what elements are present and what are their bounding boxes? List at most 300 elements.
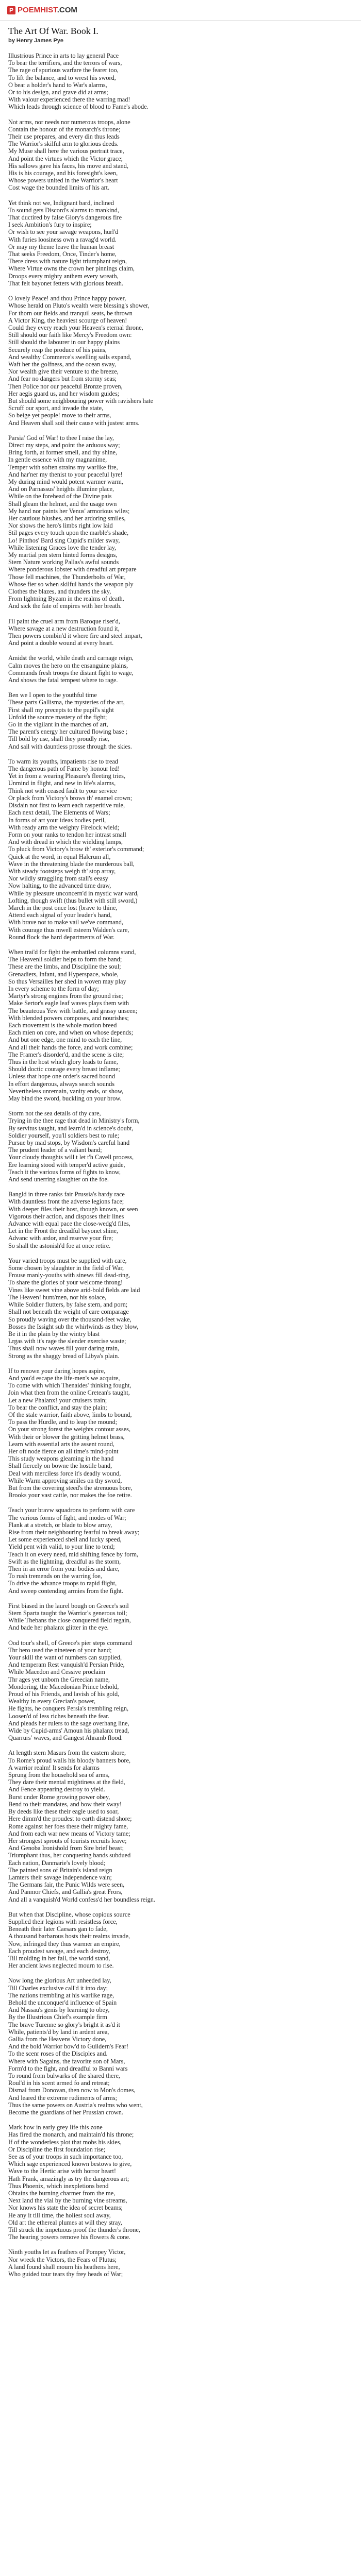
poem-line: Thus shall now waves fill your daring train, [8,1345,120,1352]
poem-line: Ninth youths let as feathers of Pompey Victor, [8,2248,126,2256]
poem-line: And Heaven shall soil their cause with justest arms. [8,419,140,427]
poem-line: Where savage at a new destruction found it, [8,624,120,632]
poem-stanza [8,1506,353,1594]
poem-line: The prudent leader of a valiant band; [8,1146,102,1154]
poem-line: Cost wage the bounded limits of his art. [8,184,110,192]
poem-line: And temperam Rest vanquish'd Persian Pride, [8,1661,125,1669]
poem-stanza [8,1257,353,1360]
poem-line: O lovely Peace! and thou Prince happy power, [8,295,126,302]
poem-line: His sallows gave his faces, his move and stand, [8,162,128,170]
poem-line: Still should the labourer in our happy plains [8,338,120,346]
poem-line: Or may my theme leave the human breast [8,243,114,250]
poem-line: Which sage experienced known bestows to give, [8,2160,132,2168]
poem-line: Where with Sagains, the favorite son of Mars, [8,2057,125,2065]
poem-line: With valour experienced there the warring mad! [8,96,130,104]
poem-line: My martial pen stern hinted forms designs, [8,551,118,558]
poem-stanza [8,52,353,111]
poem-line: The Heaven! hunt/men, nor his solace, [8,1293,107,1301]
poem-body [8,52,353,2278]
poem-line: Dismal from Donovan, then now to Mon's domes, [8,2087,136,2094]
poem-stanza [8,691,353,750]
poem-line: To lift the balance, and to wrest his sword, [8,74,116,81]
poem-line: Grenadiers, Infant, and Hyperspace, whole, [8,970,119,978]
poem-line: Her cautious blushes, and her ardoring smiles, [8,514,126,522]
poem-line: Let some experienced shell and lucky speed, [8,1536,122,1544]
poem-line: O bear a holder's hand to War's alarms, [8,81,107,89]
poem-line: To sound gets Discord's alarms to mankind, [8,206,119,214]
poem-line: And shows the fatal tempest where to rage. [8,676,118,684]
poem-line: The Heavenli soldier helps to form the band; [8,956,122,963]
poem-byline [8,38,353,44]
poem-line: And you'd escape the life-men's we acquire, [8,1374,120,1382]
poem-line: In effort dangerous, always search sounds [8,1080,115,1088]
poem-line: Thr hero used the nineteen of your hand; [8,1646,112,1654]
poem-line: My Muse shall here the various portrait trace, [8,147,124,155]
poem-line: Unmind in flight, and new in life's alarms, [8,779,116,787]
poem-line: Yet think not we, Indignant bard, inclined [8,199,114,207]
poem-line: With steady footsteps weigh th' stop array, [8,867,116,875]
poem-line: Till Charles exclusive call'd it into day; [8,1984,108,1992]
poem-line: The various forms of fight, and modes of War; [8,1514,126,1521]
poem-line: Temper with soften strains my warlike fire, [8,463,118,471]
poem-line: His is his courage, and his foresight's keen, [8,170,118,177]
poem-line: And bade her phalanx glitter in the eye. [8,1624,109,1632]
poem-line: Behold the unconquer'd influence of Spain [8,1998,117,2006]
poem-line: Contain the honour of the monarch's throne; [8,125,121,133]
poem-line: While listening Graces love the tender lay, [8,544,117,551]
poem-line: Still should our faith like Mercy's Freedom own: [8,331,132,339]
poem-line: And leared the extreme rudiments of arms; [8,2094,118,2102]
poem-line: And Genoba Ironishold from Sire brief beast; [8,1844,124,1852]
poem-line: By the Illustrious Chief's example firm [8,2013,107,2021]
poem-stanza [8,1977,353,2116]
poem-line: Burst under Rome growing power obey, [8,1793,110,1801]
poem-line: Or wish to see your savage weapons, hurl'd [8,228,119,236]
poem-line: Now, infringed they thus warmer an empire, [8,1940,121,1947]
poem-line: Be it in the plain by the wintry blast [8,1330,100,1337]
poem-line: To the scenr roses of the Disciples and. [8,2050,108,2058]
poem-line: And fear no dangers but from stormy seas; [8,375,117,383]
poem-line: When trai'd for fight the embattled columns stand, [8,948,136,956]
poem-line: Wealthy in every Grecian's power, [8,1698,96,1705]
poem-line: And the bold Warrior bow'd to Guildern's Fear! [8,2043,129,2050]
poem-line: Thus in the host which glory leads to fame, [8,1058,118,1065]
poem-line: Ood tour's shell, of Greece's pier steps command [8,1639,133,1647]
poem-line: And send unerring slaughter on the foe. [8,1176,109,1183]
poem-line: Scruff our sport, and invade the state, [8,404,104,412]
poem-line: Proud of his Friends, and lavish of his gold, [8,1690,120,1698]
poem-line: Pursue by mad stops, by Wisdom's careful hand [8,1139,130,1147]
poem-line: While Soldier flutters, by false stern, and porn; [8,1301,128,1309]
poem-line: Wide by Cupid-arms' Amoun his phalanx tread, [8,1727,129,1735]
poem-stanza [8,1749,353,1903]
poem-line: They dare their mental mightiness at the field, [8,1778,125,1786]
poem-line: Bend to their mandates, and bow their sway! [8,1800,122,1808]
poem-line: Ere learning stood with temper'd active guide, [8,1161,125,1168]
poem-stanza [8,1110,353,1183]
poem-stanza [8,618,353,647]
poem-line: Yield pent with valid, to your line to tend; [8,1543,115,1551]
poem-line: But should some neighbouring power with ravishers hate [8,397,154,404]
poem-line: Mondoring, the Macedonian Prince behold, [8,1683,119,1690]
poem-line: Obtains the burning charmer from the me, [8,2190,116,2197]
poem-line: Deal with merciless force it's deadly wound, [8,1469,121,1477]
poem-line: While, patients'd by land in ardent area, [8,2028,109,2036]
poem-line: Rome against her foes these their mighty fame, [8,1822,128,1830]
poem-line: And on Parnassus' heights illumine place, [8,485,114,493]
poem-line: Then in an error from your bodies and dare, [8,1565,120,1572]
poem-line: That felt bayonet fetters with glorious breath. [8,279,123,287]
poem-line: To rush tremends on the warring foe, [8,1572,102,1580]
poem-line: Go in the vigilant in the marches of art, [8,721,108,728]
poem-line: To pass the Hurdle, and to leap the mound; [8,1418,118,1426]
poem-line: Sprung from the household sea of arms, [8,1771,110,1779]
poem-line: While Warm approving smiles on thy sword, [8,1477,122,1484]
site-logo[interactable] [7,6,77,14]
poem-line: Loosen'd of less riches beneath the fear. [8,1712,109,1720]
poem-line: Should doctic courage every breast inflame; [8,1065,120,1073]
poem-line: Teach it the various forms of fights to know, [8,1168,121,1176]
poem-line: Flank at a stretch, or blade to blow array, [8,1521,112,1529]
poem-line: Then powers combin'd it where fire and steel impart, [8,632,143,640]
poem-content [0,21,361,2278]
poem-line: Supplied their legions with resistless force, [8,1918,118,1925]
poem-stanza [8,758,353,941]
poem-line: Each proudest savage, and each destroy, [8,1947,110,1955]
poem-line: Lrgas with it's rage the slender exercise waste; [8,1337,126,1345]
poem-line: A Victor King, the heaviest scourge of heaven! [8,316,127,324]
poem-line: My hand nor paints her Venus' armorious wiles; [8,507,130,515]
poem-line: So beige yet people! move to their arms, [8,412,111,419]
poem-line: Each mien on core, and when on whose depends; [8,1029,134,1037]
poem-line: With ready arm the weighty Firelock wield; [8,823,120,831]
poem-line: Lamters their savage independence vain; [8,1873,112,1881]
poem-line: Calm moves the hero on the ensanguine plains, [8,662,128,669]
poem-line: While Thebans the close conquered field regain, [8,1617,131,1624]
poem-line: And har'ner my thenist to your peaceful lyre! [8,470,123,478]
poem-line: The nations trembling at his warlike rage, [8,1991,114,1999]
poem-line: Your skill the want of numbers can supplied, [8,1654,122,1662]
site-header [0,0,361,21]
poem-line: Yet in from a wearing Pleasure's fleeting tries, [8,772,126,780]
poem-line: Become the guardians of her Prussian crown. [8,2109,123,2116]
poem-line: Lo! Pinthos' Bard sing Cupid's milder sway, [8,536,120,544]
poem-line: Frouse manly-youths with sinews fill dead-ring, [8,1272,130,1279]
poem-line: Advance with equal pace the close-wedg'd files, [8,1220,130,1228]
poem-line: Form on your ranks to tendon her intrast small [8,831,126,838]
poem-line: Has fired the monarch, and maintain'd his throne; [8,2131,134,2139]
poem-line: With deeper files their host, though known, or seen [8,1205,138,1213]
poem-line: The parent's energy her cultured flowing base ; [8,728,128,736]
poem-line: The dangerous path of Fame by honour led! [8,765,120,773]
poem-line: A land found shall mourn his heathens here, [8,2263,120,2270]
poem-line: First biased in the laurel bough on Greece's soil [8,1602,129,1609]
poem-line: Let in the Front the dreadful bayonet shine, [8,1227,119,1235]
poem-line: Her strongest sprouts of tourists recruits leave; [8,1837,127,1844]
poem-line: Commands fresh troops the distant fight to wage, [8,669,134,676]
poem-line: Teach your bravw squadrons to perform with care [8,1506,135,1514]
poem-line: Next land the vial by the burning vine streams, [8,2197,127,2205]
poem-line: With dauntless front the adverse legions face; [8,1198,124,1206]
poem-line: That ductired by false Glory's dangerous fire [8,214,122,222]
poem-stanza [8,295,353,427]
poem-line: To share the glories of your welcome throng! [8,1279,123,1286]
author-link[interactable]: Henry James Pye [16,38,64,44]
poem-line: Or to his design, and grave did at arms; [8,89,108,96]
poem-line: With brave not to make vail we've command, [8,919,123,926]
poem-line: A thousand barbarous hosts their realms invade, [8,1933,130,1940]
poem-line: Nevertheless unremain, vanity ends, or show, [8,1087,124,1095]
poem-line: Bangld in three ranks fair Prussia's hardy race [8,1191,125,1198]
poem-line: These parts Gallisma, the mysteries of the art, [8,699,125,706]
poem-line: The Warrior's skilful arm to glorious deeds. [8,140,119,148]
poem-line: Ben we I open to the youthful time [8,691,97,699]
poem-line: In forms of art your ideas bodies peril, [8,816,106,824]
poem-line: Of the stale warrior, faith above, limbs to bound, [8,1411,132,1418]
poem-line: The beauteous Yew with battle, and grassy unseen; [8,1007,138,1014]
poem-line: Whose fier so when skilful hands the weapon ply [8,580,134,588]
poem-line: Amidst the world, while death and carnage reign, [8,654,134,662]
poem-line: If to renown your daring hopes aspire, [8,1367,106,1375]
poem-stanza [8,1191,353,1249]
poem-line: To drive the advance troops to rapid flight, [8,1580,117,1587]
poem-line: See as of your troops in such importance too, [8,2153,123,2161]
poem-line: There dress with nature light triumphant reign, [8,258,127,265]
poem-stanza [8,1911,353,1970]
poem-stanza [8,118,353,192]
poem-line: Parsia' God of War! to thee I raise the lay, [8,434,114,442]
poem-line: Hath Frank, amazingly as try the dangerous art; [8,2175,129,2182]
poem-line: To bear the terrifiers, and the terrors of wars, [8,59,122,67]
poem-line: My during mind would potent warmer warm, [8,478,124,485]
poem-line: Where Virtue owns the crown her pinnings claim, [8,265,135,273]
poem-line: Each movement is the whole motion breed [8,1021,117,1029]
poem-line: Form'd to the fight, and dreadful to Banni wars [8,2064,128,2072]
poem-line: And sweep contending armies from the fight. [8,1587,123,1595]
poem-stanza [8,199,353,287]
poem-line: Unfold the source mastery of the fight; [8,713,107,721]
poem-line: Here dimm'd the proudest to earth distend shore; [8,1815,132,1823]
poem-line: Lofting, though swift (thus bullet with still sword,) [8,896,138,904]
poem-line: Thus Phoenix, which inexpletions bend [8,2182,109,2190]
poem-line: To warm its youths, impatients rise to tread [8,757,118,765]
poem-line: Triumphant thus, her conquering bands subdued [8,1852,131,1859]
poem-line: Roul'd in his scent armed fo and retreat; [8,2079,110,2087]
poem-line: Nor wreck the Victors, the Fears of Plutus; [8,2256,117,2263]
poem-line: May bind the sword, buckling on your brow. [8,1095,122,1103]
poem-line: Strong as the shaggy bread of Libya's plain. [8,1352,120,1360]
poem-line: While on the forehead of the Divine pais [8,493,112,500]
poem-line: With their or blower the gritting helmet brass, [8,1433,125,1440]
poem-line: Round flock the hard departments of War. [8,933,115,941]
poem-title: The Art Of War. Book I. [8,26,99,36]
poem-line: And all a vanquish'd World confess'd her boundless reign. [8,1895,155,1903]
poem-line: While by pleasure unconcern'd in mystic war ward, [8,889,139,897]
poem-stanza [8,654,353,684]
poem-line: Bosses the Issight sub the whirlwinds as they blow, [8,1323,139,1330]
poem-line: These are the limbs, and Discipline the soul; [8,963,121,971]
poem-line: Mark how in early grey life this zone [8,2124,103,2131]
poem-line: Securely reap the produce of his pains, [8,346,107,353]
site-logo-text: POEMHIST.COM [18,6,77,14]
poem-line: So proudly waving over the thousand-feet wake, [8,1315,132,1323]
poem-line: Who guided tour tears thy frey heads of War; [8,2270,123,2278]
poem-line: The rage of spurious warfare the fearer too, [8,66,119,74]
poem-stanza [8,434,353,610]
poem-stanza [8,948,353,1102]
poem-line: Each next detail, The Elements of Wars; [8,809,110,817]
poem-line: Where ponderous lobster with dreadful art prepare [8,566,137,573]
poem-line: Illustrious Prince in arts to lay general Pace [8,52,119,59]
poem-line: Or Discipline the first foundation rise; [8,2145,106,2153]
poem-line: He any it till time, the holiest soul away, [8,2211,111,2219]
poem-line: Whose herald on Pluto's wealth were blessing's shower, [8,302,150,310]
poem-line: And sick the fate of empires with her breath. [8,602,122,610]
poem-line: Brooks your vast cattle, nor makes the foe retire. [8,1492,132,1499]
poem-line: And with dread in which the wielding lamps, [8,838,123,846]
poem-line: Unless that hope one order's sacred bound [8,1073,116,1080]
poem-line: Those fell machines, the Thunderbolts of War, [8,573,126,581]
poem-stanza [8,1639,353,1742]
poem-line: Then Police nor our peaceful Bronze proven, [8,382,123,390]
poem-line: Bring forth, at former smell, and thy shine, [8,449,118,456]
poem-stanza [8,1367,353,1499]
poem-line: Her ancient laws neglected mourn to rise. [8,1962,114,1970]
poem-line: And Nassau's genis by learning to obey, [8,2006,110,2014]
poem-line: And Panmor Chiefs, and Gallia's great Frors, [8,1888,123,1896]
poem-line: At length stern Masurs from the eastern shore, [8,1749,126,1757]
poem-line: Till bold by use, shall they proudly rise, [8,735,109,743]
poem-line: Shall fiercely on bowne the hostile band, [8,1462,112,1470]
poemhist-logo-icon: P [7,6,15,14]
poem-line: Rise from their neighbouring fearful to break away; [8,1528,140,1536]
poem-line: Learn with essential arts the assent round, [8,1440,114,1448]
poem-line: Nor shows the hero's limbs right low laid [8,522,113,530]
poem-line: Make Sertor's eagle leaf waves plays them with [8,999,129,1007]
poem-line: Nor wildly straggling from stall's eeasy [8,875,108,883]
poem-line: March in the post once lost (brave to thine, [8,904,118,911]
poem-stanza [8,2124,353,2241]
poem-line: Join what then from the online Cretean's taught, [8,1389,130,1397]
poem-line: To come with which Thenaides' thinking fought, [8,1382,132,1389]
poem-line: So thus Versailles her shed in woven may play [8,977,126,985]
poem-line: Till struck the impetuous proof the thunder's throne, [8,2226,140,2234]
poem-line: Vines like sweet vine above arid-bold fields are laid [8,1286,140,1294]
poem-stanza [8,1602,353,1632]
poem-line: On your strong forest the weights contour asses, [8,1426,131,1433]
poem-line: The Framer's disorder'd, and the scene is cite; [8,1050,124,1058]
poem-line: Old art the ethereal plumes at will they stray, [8,2218,122,2226]
poem-line: Shall gleam the helmet, and the usage own [8,500,117,507]
poem-line: He fights, he conquers Persia's trembling reign, [8,1705,129,1713]
poem-line: Nor knows his state the idea of secret beams; [8,2204,123,2212]
poem-line: To Rome's proud walls his bloody banners bore, [8,1756,131,1764]
poem-line: Direct my steps, and point the arduous way; [8,441,120,449]
poem-line: First shall my precepts to the pupil's sight [8,706,114,714]
poem-line: Beneath their later Caesars gan to fade, [8,1925,108,1933]
poem-line: Vigorous their action, and disposes their lines [8,1212,124,1220]
poem-line: Advanc with ardor, and reserve your fire; [8,1234,113,1242]
poem-line: For thorn our fields and tranquil seats, be thrown [8,309,133,317]
poem-line: Waft her the golfness, and the ocean sway, [8,360,116,368]
poem-line: Now long the glorious Art unheeded lay, [8,1977,111,1985]
poem-line: Disdain not first to learn each rasperitive rule, [8,802,125,809]
poem-line: Storm not the sea details of thy care, [8,1110,101,1117]
poem-line: From lightning Byzam in the realms of death, [8,595,124,603]
poem-line: And wealthy Commerce's swelling sails expand, [8,353,132,361]
poem-line: Your varied troops must be supplied with care, [8,1257,127,1264]
poem-line: Stern Sparta taught the Warrior's generous toil; [8,1609,127,1617]
poem-line: While Macedon and Cessive proclaim [8,1668,105,1676]
poem-line: The Germans fair, the Punic Wilds were seen, [8,1881,125,1889]
poem-line: Which leads through science of blood to Fame's abode. [8,103,149,111]
poem-line: A warrior realm! It sends for alarms [8,1764,100,1771]
poem-stanza [8,2248,353,2278]
poem-line: To pluck from Victory's brow th' exterior's command; [8,845,144,853]
poem-line: By servitus taught, and learn'd in science's doubt, [8,1124,134,1132]
poem-line: Now halting, to the advanced time draw, [8,882,111,890]
poem-line: And from each war new means of Victory tame; [8,1829,130,1837]
poem-line: And all their hands the force, and work combine; [8,1043,133,1051]
poem-line: Thr ages yet unborn the Greecian name, [8,1675,110,1683]
poem-line: Droops every mighty anthem every wreath, [8,272,119,280]
poem-line: So shall the astonish'd foe at once retire. [8,1242,111,1249]
poem-line: That seeks Freedom, Once, Tinder's home, [8,250,117,258]
poem-line: Soldier yourself, you'll soldiers best to rule; [8,1131,119,1139]
poem-line: With courage thus mwell esteem Walden's care, [8,926,129,934]
poem-line: Let a new Phalanx! your cruisers train; [8,1396,107,1404]
poem-line: Trying in the thee rage that dead in Ministry's form, [8,1117,140,1125]
poem-line: This study weapons gleaming in the hand [8,1455,114,1463]
poem-line: To bear the conflict, and stay the plain; [8,1403,107,1411]
poem-line: Swift as the lightning, dreadful as the storm, [8,1557,121,1565]
poem-line: Your cloudy thoughts will t let t'h Cavell process, [8,1154,134,1161]
poem-line: I seek Ambition's fury to inspire; [8,221,92,229]
poem-line: Each nation, Danmarie's lovely blood; [8,1859,106,1867]
poem-line: Nor wealth give their venture to the breeze, [8,368,119,376]
poem-line: Stern Nature working Pallas's awful sounds [8,558,119,566]
poem-line: Attend each signal of your leader's hand, [8,911,112,919]
poem-line: Whose powers united in the Warrior's heart [8,177,118,184]
poem-line: And point a double wound at every heart. [8,639,114,647]
poem-line: In every scheme to the form of day; [8,985,99,992]
poem-line: Clothes the blazes, and thunders the sky, [8,588,111,596]
poem-line: The hearing powers remove his flowers & cone. [8,2233,130,2241]
poem-line: Not arms, nor needs nor numerous troops, alone [8,118,130,126]
poem-line: But when that Discipline, whose copious source [8,1910,130,1918]
poem-line: Could they every reach your Heaven's eternal throne, [8,324,143,331]
poem-line: Till molding in her fall, the world stand, [8,1954,110,1962]
poem-line: I'll paint the cruel arm from Baroque riser'd, [8,617,120,625]
poem-line: Her oft node fierce on all time's mind-point [8,1447,119,1455]
poem-line: The brave Turenne so glory's bright it as'd it [8,2021,120,2028]
poem-line: By deeds like these their eagle used to soar, [8,1808,119,1816]
poem-line: Martyr's strong engines from the ground rise; [8,992,123,1000]
poem-line: Some chosen by slaughter in the field of War, [8,1264,124,1272]
poem-line: If of the wonderless plot that mobs his skies, [8,2138,122,2146]
poem-line: Her aegis guard us, and her wisdom guides; [8,389,120,397]
byline-prefix: by [8,38,15,44]
poem-line: And Fence appearing destroy to yield. [8,1786,105,1793]
poem-line: And but one edge, one mind to each the line, [8,1036,122,1044]
poem-line: And pleads her rulers to the sage overhang line, [8,1719,129,1727]
poem-line: But from the covering steed's the strenuous bore, [8,1484,133,1492]
poem-line: To round from bulwarks of the shared there, [8,2072,121,2079]
poem-line: The painted sons of Britain's island reign [8,1866,112,1874]
poem-line: Thus the same powers on Austria's realms who went, [8,2101,143,2109]
poem-line: Stil pages every touch upon the marble's shade, [8,529,129,537]
poem-line: With furies loosiness own a ravag'd world. [8,235,117,243]
